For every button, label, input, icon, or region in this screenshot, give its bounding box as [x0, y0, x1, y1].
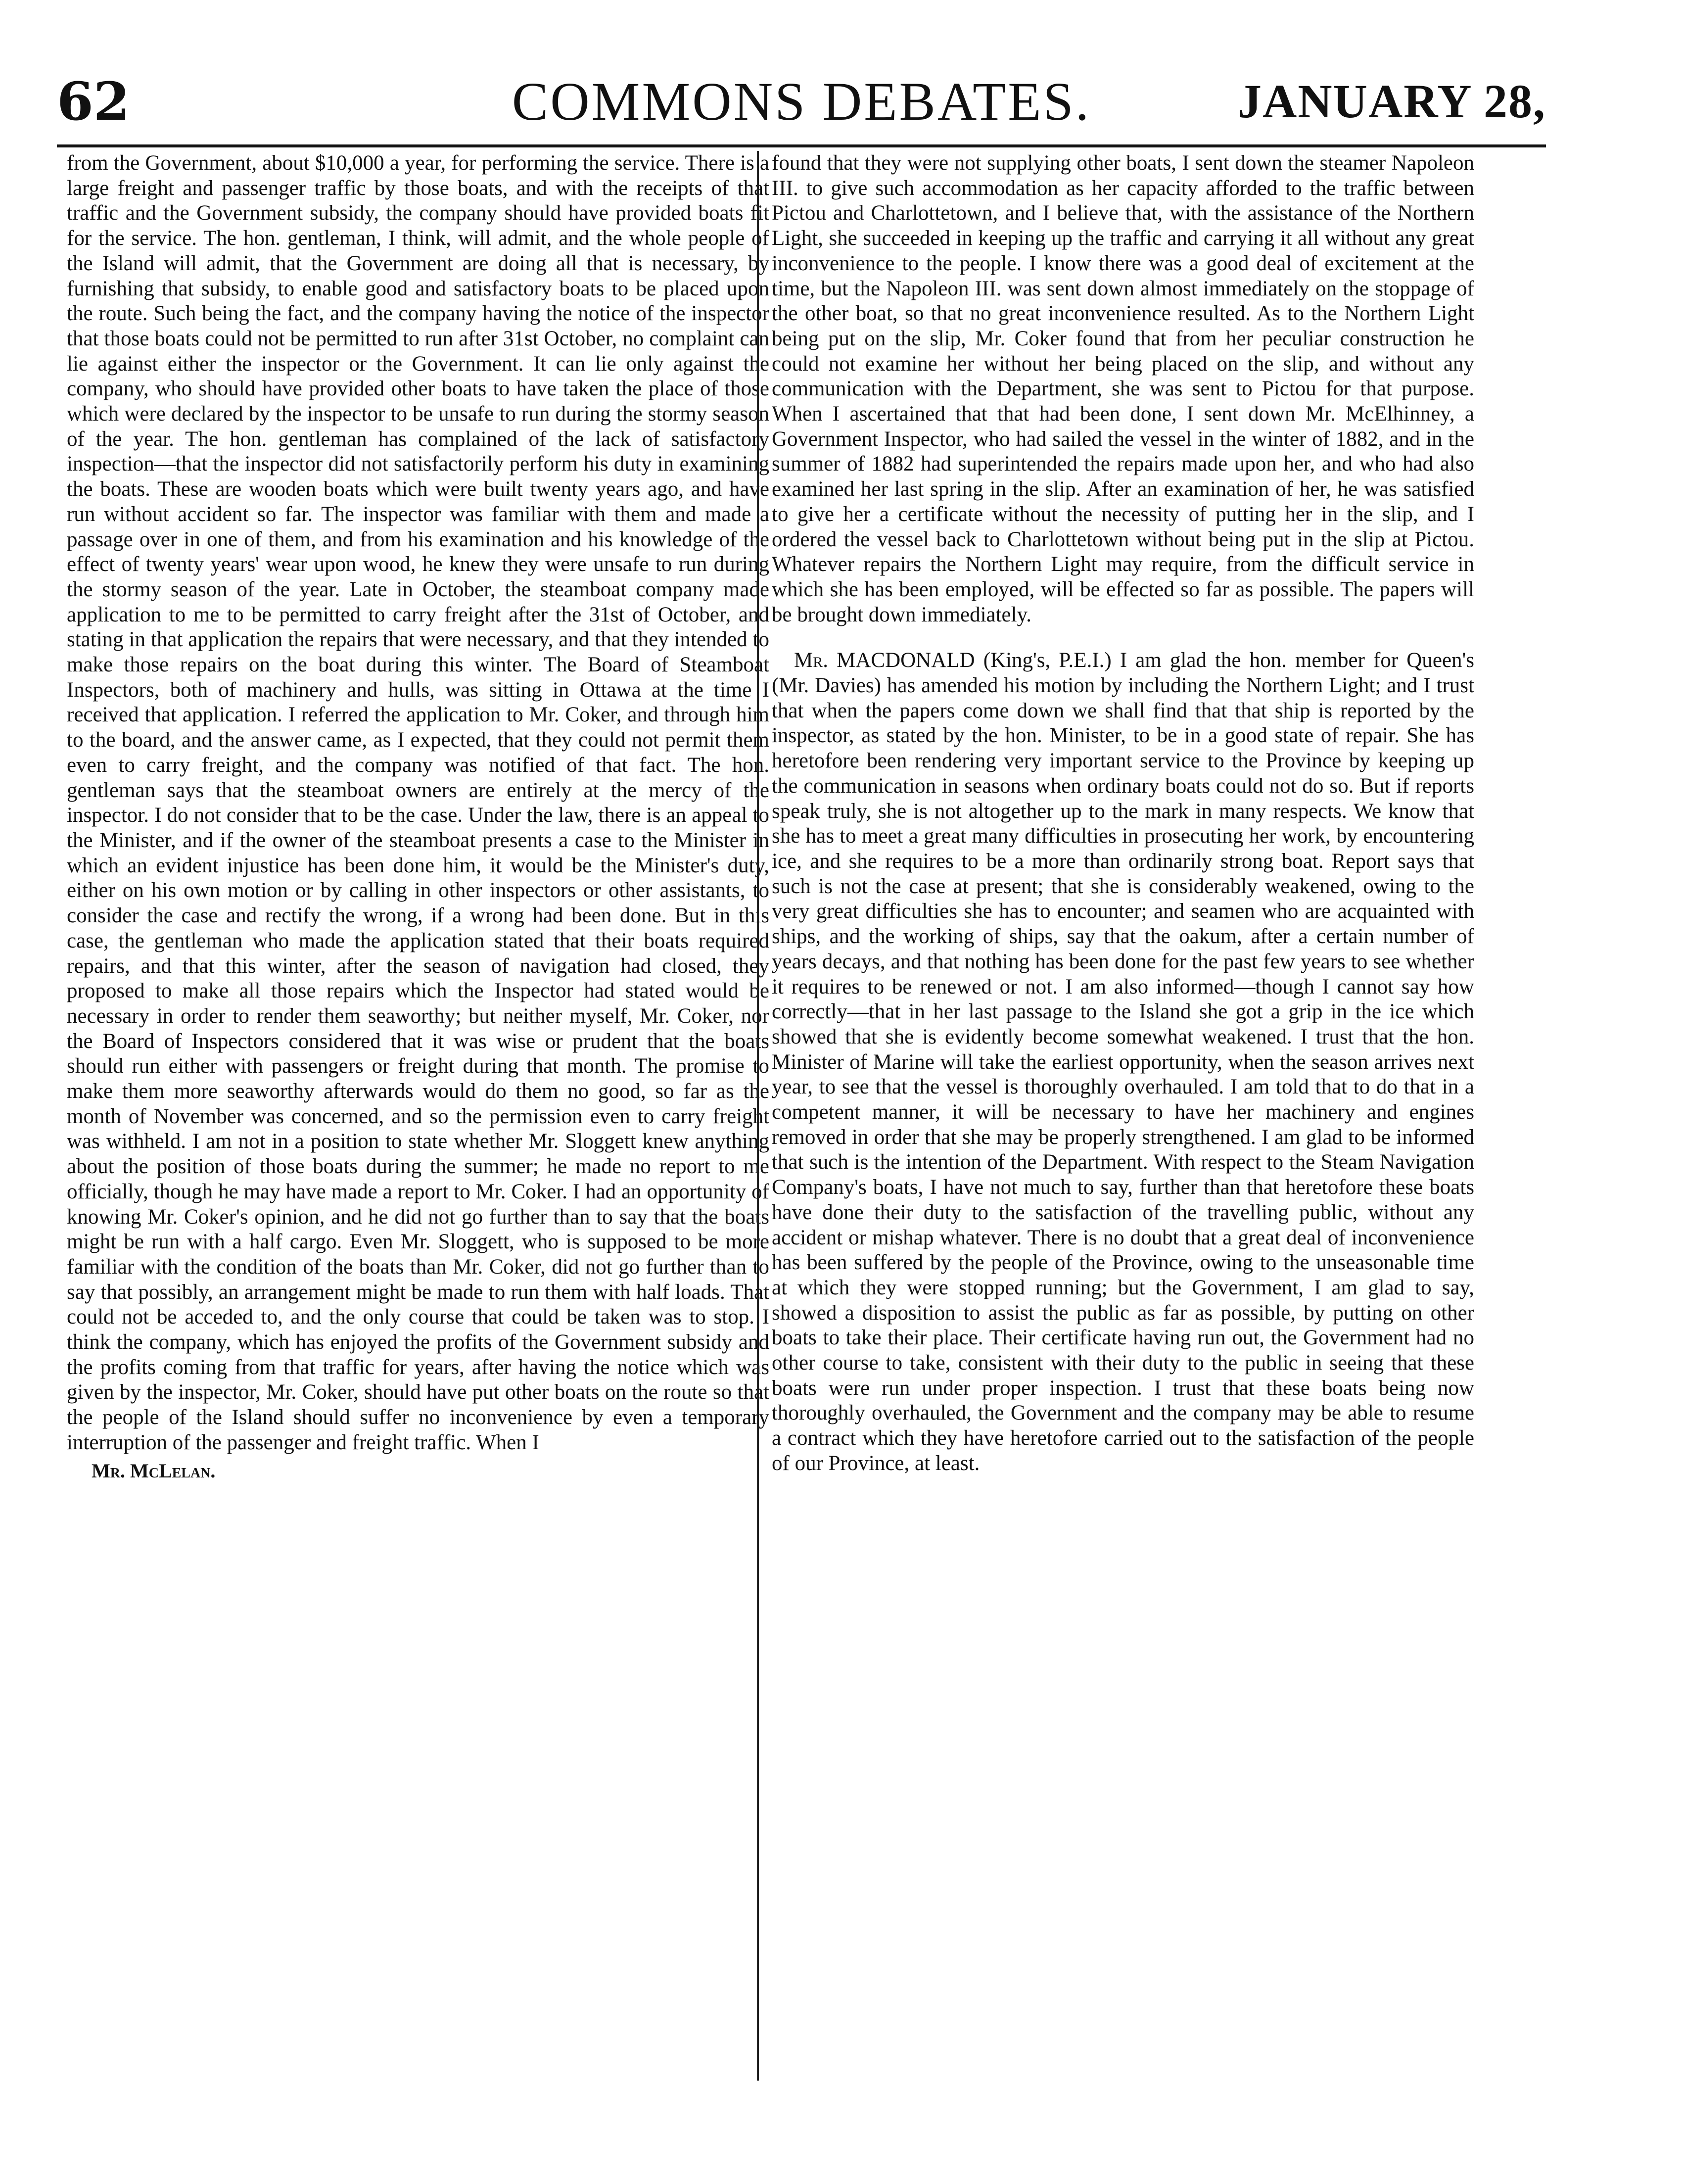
left-paragraph-1: from the Government, about $10,000 a year, for performing the service. There is a large freight and passenger traffic by those boats, and with the receipts of that traffic and the Government subsidy, the company should have provided boats fit for the service. The hon. gentleman, I think, will admit, and the whole people of the Island will admit, that the Government are doing all that is necessary, by furnishing that subsidy, to enable good and satisfactory boats to be placed upon the route. Such being the fact, and the company having the notice of the inspector that those boats could not be permitted to run after 31st October, no complaint can lie against either the inspector or the Government. It can lie only against the company, who should have provided other boats to have taken the place of those which were declared by the inspector to be unsafe to run during the stormy season of the year. The hon. gentleman has complained of the lack of satisfactory inspection—that the inspector did not satisfactorily perform his duty in examining the boats. These are wooden boats which were built twenty years ago, and have run without accident so far. The inspector was familiar with them and made a passage over in one of them, and from his examination and his knowledge of the effect of twenty years' wear upon wood, he knew they were unsafe to run during the stormy season of the year. Late in October, the steamboat company made application to me to be permitted to carry freight after the 31st of October, and stating in that application the repairs that were necessary, and that they intended to make those repairs on the boat during this winter. The Board of Steamboat Inspectors, both of machinery and hulls, was sitting in Ottawa at the time I received that application. I referred the application to Mr. Coker, and through him to the board, and the answer came, as I expected, that they could not permit them even to carry freight, and the company was notified of that fact. The hon. gentleman says that the steamboat owners are entirely at the mercy of the inspector. I do not consider that to be the case. Under the law, there is an appeal to the Minister, and if the owner of the steamboat presents a case to the Minister in which an evident injustice has been done him, it would be the Minister's duty, either on his own motion or by calling in other inspectors or other assistants, to consider the case and rectify the wrong, if a wrong had been done. But in this case, the gentleman who made the application stated that their boats required repairs, and that this winter, after the season of navigation had closed, they proposed to make all those repairs which the Inspector had stated would be necessary in order to render them seaworthy; but neither myself, Mr. Coker, nor the Board of Inspectors considered that it was wise or prudent that the boats should run either with passengers or freight during that month. The promise to make them more seaworthy afterwards would do them no good, so far as the month of November was concerned, and so the permission even to carry freight was withheld. I am not in a position to state whether Mr. Sloggett knew anything about the position of those boats during the summer; he made no report to me officially, though he may have made a report to Mr. Coker. I had an opportunity of knowing Mr. Coker's opinion, and he did not go further than to say that the boats might be run with a half cargo. Even Mr. Sloggett, who is supposed to be more familiar with the condition of the boats than Mr. Coker, did not go further than to say that possibly, an arrangement might be made to run them with half loads. That could not be acceded to, and the only course that could be taken was to stop. I think the company, which has enjoyed the profits of the Government subsidy and the profits coming from that traffic for years, after having the notice which was given by the inspector, Mr. Coker, should have put other boats on the route so that the people of the Island should suffer no inconvenience by even a temporary interruption of the passenger and freight traffic. When I — [67, 151, 769, 1454]
speech-text: (King's, P.E.I.) I am glad the hon. member for Queen's (Mr. Davies) has amended his motion by including the Northern Light; and I trust that when the papers come down we shall find that that ship is reported by the inspector, as stated by the hon. Minister, to be in a good state of repair. She has heretofore been rendering very important service to the Province by keeping up the communication in seasons when ordinary boats could not do so. But if reports speak truly, she is not altogether up to the mark in many respects. We know that she has to meet a great many difficulties in prosecuting her work, by encountering ice, and she requires to be a more than ordinarily strong boat. Report says that such is not the case at present; that she is considerably weakened, owing to the very great difficulties she has to encounter; and seamen who are acquainted with ships, and the working of ships, say that the oakum, after a certain number of years decays, and that nothing has been done for the past few years to see whether it requires to be renewed or not. I am also informed—though I cannot say how correctly—that in her last passage to the Island she got a grip in the ice which showed that she is evidently become somewhat weakened. I trust that the hon. Minister of Marine will take the earliest opportunity, when the season arrives next year, to see that the vessel is thoroughly overhauled. I am told that to do that in a competent manner, it will be necessary to have her machinery and engines removed in order that she may be properly strengthened. I am glad to be informed that such is the intention of the Department. With respect to the Steam Navigation Company's boats, I have not much to say, further than that heretofore these boats have done their duty to the satisfaction of the travelling public, without any accident or mishap whatever. There is no doubt that a great deal of inconvenience has been suffered by the people of the Province, owing to the unseasonable time at which they were stopped running; but the Government, I am glad to say, showed a disposition to assist the public as far as possible, by putting on other boats to take their place. Their certificate having run out, the Government had no other course to take, consistent with their duty to the public in seeing that these boats were run under proper inspection. I trust that these boats being now thoroughly overhauled, the Government and the company may be able to resume a contract which they have heretofore carried out to the satisfaction of the people of our Province, at least. — [772, 649, 1475, 1475]
page-number: 62 — [57, 70, 130, 132]
issue-date: JANUARY 28, — [1237, 75, 1546, 128]
left-column — [67, 151, 769, 1483]
right-paragraph-2 — [772, 648, 1474, 1476]
publication-title: COMMONS DEBATES. — [512, 71, 1091, 132]
right-column — [772, 151, 1474, 1476]
running-head — [57, 64, 1546, 139]
right-paragraph-1: found that they were not supplying other boats, I sent down the steamer Napoleon III. to give such accommodation as her capacity afforded to the traffic between Pictou and Charlottetown, and I believe that, with the assistance of the Northern Light, she succeeded in keeping up the traffic and carrying it all without any great inconvenience to the people. I know there was a good deal of excitement at the time, but the Napoleon III. was sent down almost immediately on the stoppage of the other boat, so that no great inconvenience resulted. As to the Northern Light being put on the slip, Mr. Coker found that from her peculiar construction he could not examine her without her being placed on the slip, and without any communication with the Department, she was sent to Pictou for that purpose. When I ascertained that that had been done, I sent down Mr. McElhinney, a Government Inspector, who had sailed the vessel in the winter of 1882, and in the summer of 1882 had superintended the repairs made upon her, and who had also examined her last spring in the slip. After an examination of her, he was satisfied to give her a certificate without the necessity of putting her in the slip, and I ordered the vessel back to Charlottetown without being put in the slip at Pictou. Whatever repairs the Northern Light may require, from the difficult service in which she has been employed, will be effected so far as possible. The papers will be brought down immediately. — [772, 151, 1474, 626]
header-rule — [57, 144, 1546, 147]
column-divider — [757, 151, 759, 2081]
speaker-name: Mr. MACDONALD — [794, 649, 975, 672]
speaker-signature: Mr. McLelan. — [92, 1459, 216, 1482]
